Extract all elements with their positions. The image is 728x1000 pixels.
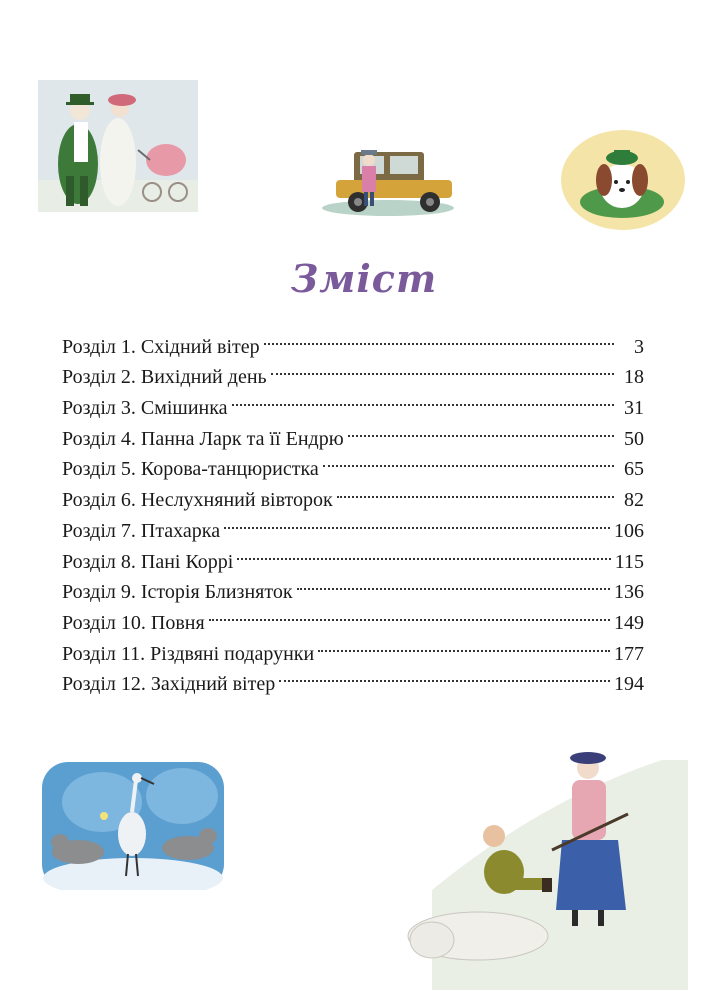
toc-leader-dots bbox=[237, 537, 614, 568]
toc-entry-label: Розділ 9. Історія Близняток bbox=[62, 581, 293, 604]
toc-entry-page: 106 bbox=[614, 519, 644, 542]
toc-leader-dots bbox=[209, 598, 614, 629]
toc-entry-page: 149 bbox=[614, 611, 644, 634]
toc-entry-page: 65 bbox=[624, 458, 644, 481]
toc-entry-label: Розділ 3. Смішинка bbox=[62, 397, 228, 420]
toc-entry-page: 3 bbox=[634, 335, 644, 358]
toc-entry-page: 136 bbox=[614, 581, 644, 604]
toc-leader-dots bbox=[271, 353, 618, 384]
toc-entry-label: Розділ 8. Пані Коррі bbox=[62, 550, 234, 573]
toc-entry-label: Розділ 7. Птахарка bbox=[62, 519, 221, 542]
toc-leader-dots bbox=[224, 506, 614, 537]
toc-leader-dots bbox=[323, 445, 618, 476]
toc-entry-page: 18 bbox=[624, 366, 644, 389]
dog-with-hat-illustration bbox=[560, 128, 686, 232]
toc-leader-dots bbox=[279, 660, 614, 691]
toc-entry-page: 50 bbox=[624, 427, 644, 450]
toc-leader-dots bbox=[264, 322, 618, 353]
park-scene-illustration bbox=[392, 740, 688, 990]
toc-entry-label: Розділ 4. Панна Ларк та її Ендрю bbox=[62, 427, 344, 450]
toc-leader-dots bbox=[348, 414, 618, 445]
heron-and-wolves-illustration bbox=[42, 762, 224, 890]
toc-entry-page: 115 bbox=[614, 550, 644, 573]
toc-entry-label: Розділ 10. Повня bbox=[62, 611, 205, 634]
toc-entry bbox=[62, 322, 644, 358]
toc-leader-dots bbox=[297, 568, 614, 599]
toc-entry-page: 82 bbox=[624, 489, 644, 512]
couple-with-pram-illustration bbox=[38, 80, 198, 212]
table-of-contents bbox=[62, 322, 644, 696]
toc-leader-dots bbox=[232, 383, 618, 414]
toc-entry-page: 31 bbox=[624, 397, 644, 420]
toc-title: Зміст bbox=[290, 256, 438, 301]
toc-entry-label: Розділ 6. Неслухняний вівторок bbox=[62, 489, 333, 512]
toc-entry-page: 194 bbox=[614, 673, 644, 696]
toc-entry-label: Розділ 12. Західний вітер bbox=[62, 673, 276, 696]
toc-entry-label: Розділ 11. Різдвяні подарунки bbox=[62, 642, 315, 665]
toc-entry-page: 177 bbox=[614, 642, 644, 665]
toc-leader-dots bbox=[337, 475, 618, 506]
toc-entry-label: Розділ 1. Східний вітер bbox=[62, 335, 260, 358]
toc-leader-dots bbox=[318, 629, 614, 660]
vintage-car-illustration bbox=[318, 140, 458, 218]
toc-entry-label: Розділ 2. Вихідний день bbox=[62, 366, 267, 389]
toc-entry-label: Розділ 5. Корова-танцюристка bbox=[62, 458, 319, 481]
